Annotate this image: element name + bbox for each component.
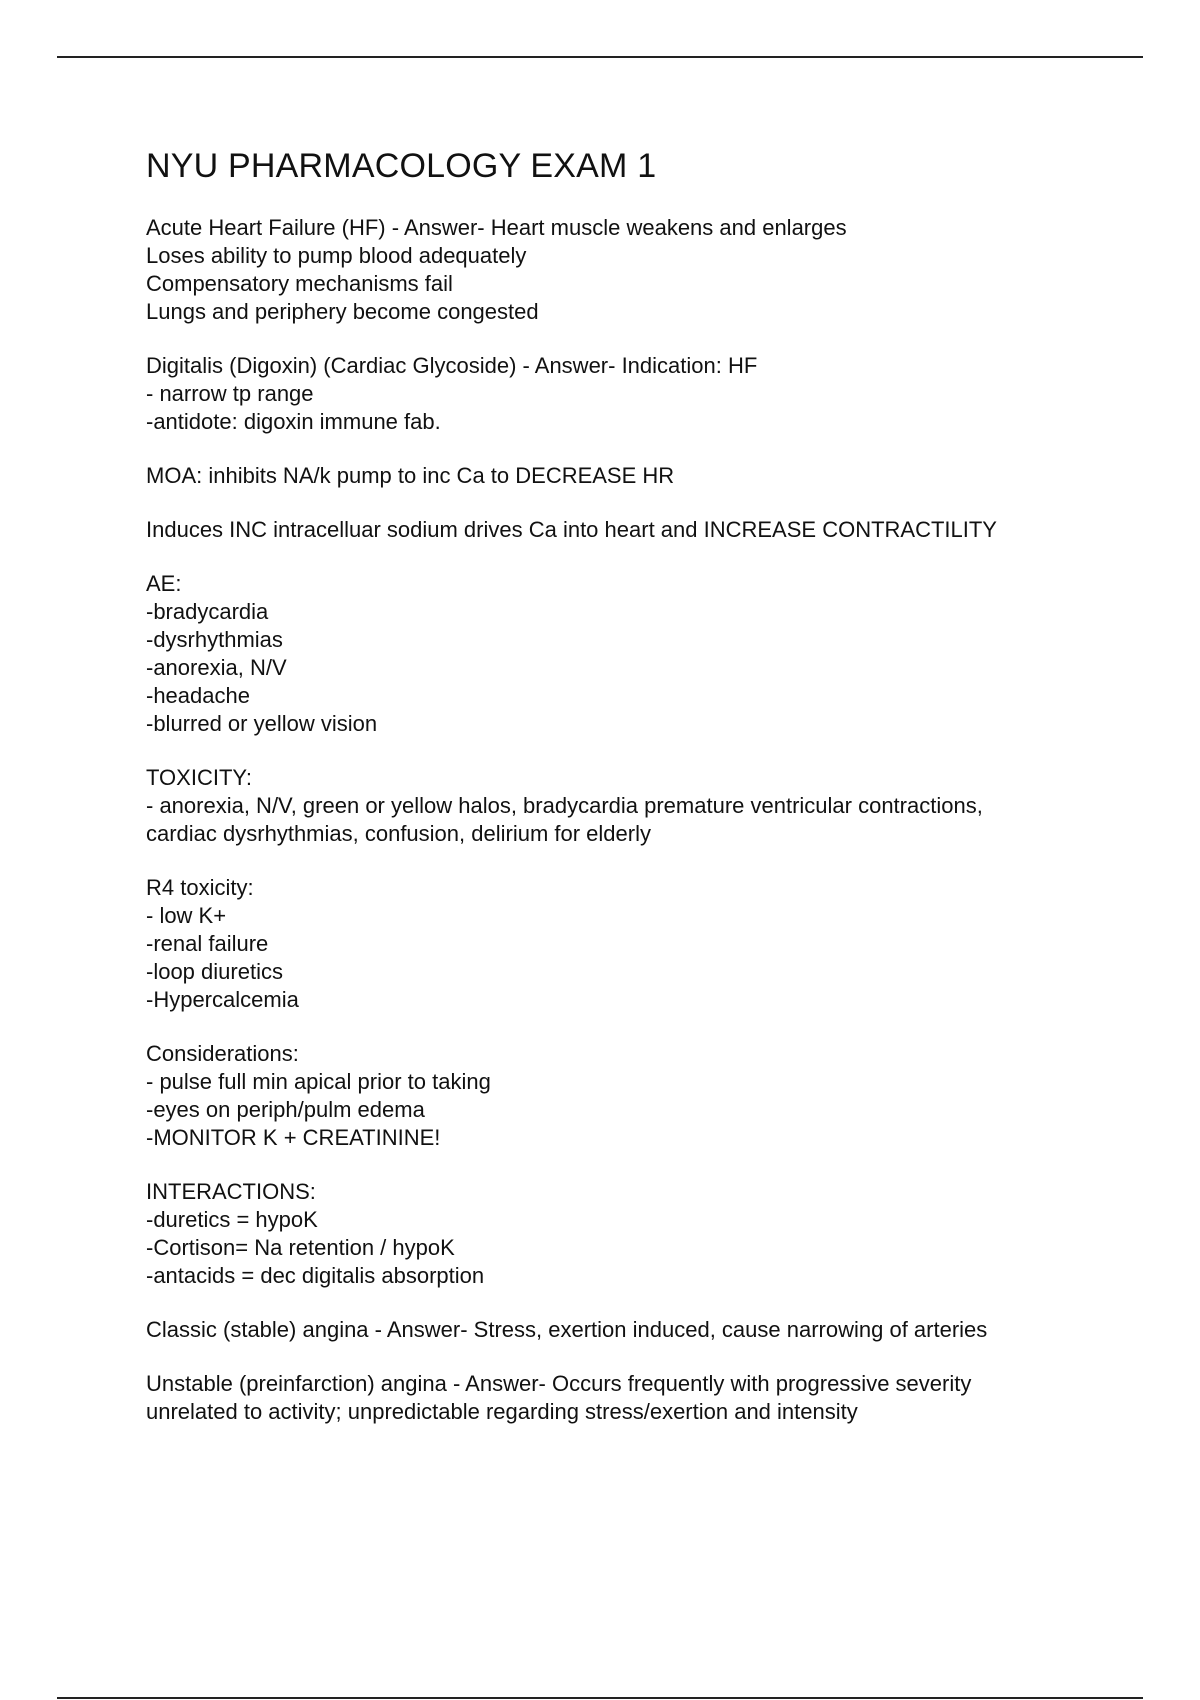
text-line: AE: [146, 571, 182, 596]
text-line: -eyes on periph/pulm edema [146, 1097, 425, 1122]
text-line: Induces INC intracelluar sodium drives Ca into heart and INCREASE CONTRACTILITY [146, 517, 997, 542]
text-line: unrelated to activity; unpredictable regarding stress/exertion and intensity [146, 1399, 858, 1424]
text-line: Lungs and periphery become congested [146, 299, 539, 324]
text-line: cardiac dysrhythmias, confusion, delirium for elderly [146, 821, 651, 846]
footer-rule [57, 1697, 1143, 1699]
section-adverse-effects [146, 570, 1146, 738]
text-line: -bradycardia [146, 599, 269, 624]
text-line: -Cortison= Na retention / hypoK [146, 1235, 455, 1260]
text-line: -duretics = hypoK [146, 1207, 318, 1232]
section-classic-angina [146, 1316, 1146, 1344]
section-r4-toxicity [146, 874, 1146, 1014]
header-rule [57, 56, 1143, 58]
document-title: NYU PHARMACOLOGY EXAM 1 [146, 147, 657, 185]
section-interactions [146, 1178, 1146, 1290]
text-line: -renal failure [146, 931, 269, 956]
section-induces [146, 516, 1146, 544]
text-line: -blurred or yellow vision [146, 711, 378, 736]
text-line: Loses ability to pump blood adequately [146, 243, 527, 268]
section-digitalis [146, 352, 1146, 436]
text-line: -loop diuretics [146, 959, 283, 984]
section-unstable-angina [146, 1370, 1146, 1426]
document-body [146, 142, 1146, 1452]
section-toxicity [146, 764, 1146, 848]
text-line: Digitalis (Digoxin) (Cardiac Glycoside) - Answer- Indication: HF [146, 353, 758, 378]
text-line: - anorexia, N/V, green or yellow halos, bradycardia premature ventricular contractions, [146, 793, 983, 818]
text-line: -headache [146, 683, 250, 708]
text-line: -antacids = dec digitalis absorption [146, 1263, 485, 1288]
text-line: - pulse full min apical prior to taking [146, 1069, 491, 1094]
section-considerations [146, 1040, 1146, 1152]
text-line: -dysrhythmias [146, 627, 283, 652]
text-line: INTERACTIONS: [146, 1179, 316, 1204]
text-line: - narrow tp range [146, 381, 314, 406]
text-line: -MONITOR K + CREATININE! [146, 1125, 441, 1150]
text-line: Classic (stable) angina - Answer- Stress, exertion induced, cause narrowing of arteries [146, 1317, 988, 1342]
text-line: Acute Heart Failure (HF) - Answer- Heart muscle weakens and enlarges [146, 215, 847, 240]
text-line: TOXICITY: [146, 765, 252, 790]
text-line: MOA: inhibits NA/k pump to inc Ca to DECREASE HR [146, 463, 675, 488]
text-line: Unstable (preinfarction) angina - Answer- Occurs frequently with progressive severity [146, 1371, 972, 1396]
section-moa [146, 462, 1146, 490]
text-line: R4 toxicity: [146, 875, 254, 900]
text-line: -antidote: digoxin immune fab. [146, 409, 441, 434]
section-acute-heart-failure [146, 214, 1146, 326]
text-line: Compensatory mechanisms fail [146, 271, 453, 296]
text-line: - low K+ [146, 903, 227, 928]
text-line: -anorexia, N/V [146, 655, 287, 680]
text-line: Considerations: [146, 1041, 299, 1066]
text-line: -Hypercalcemia [146, 987, 299, 1012]
